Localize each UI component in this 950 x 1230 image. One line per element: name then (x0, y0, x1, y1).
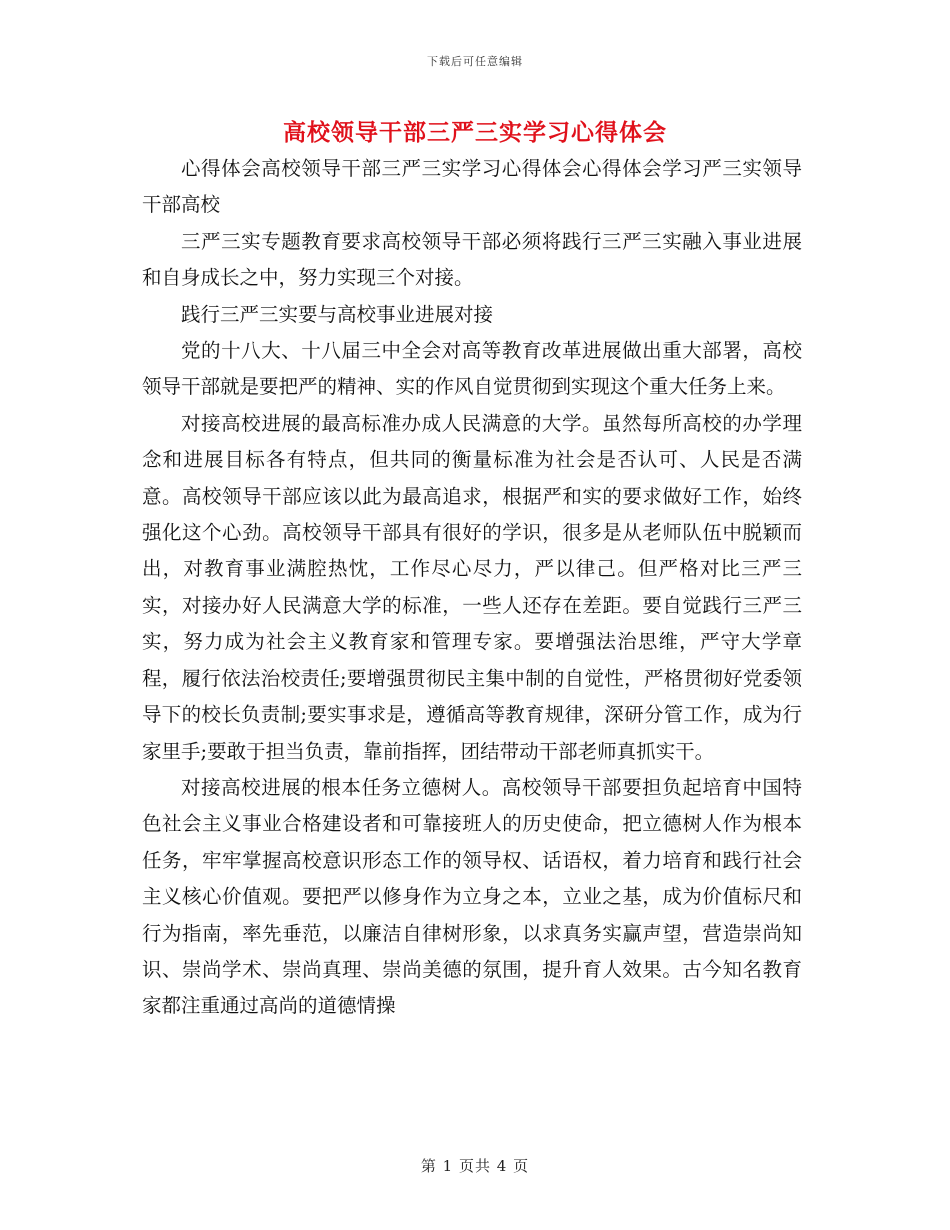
paragraph: 党的十八大、十八届三中全会对高等教育改革进展做出重大部署，高校领导干部就是要把严的精神、实的作风自觉贯彻到实现这个重大任务上来。 (142, 339, 802, 399)
paragraph: 对接高校进展的最高标准办成人民满意的大学。虽然每所高校的办学理念和进展目标各有特点，但共同的衡量标准为社会是否认可、人民是否满意。高校领导干部应该以此为最高追求，根据严和实的要求做好工作，始终强化这个心劲。高校领导干部具有很好的学识，很多是从老师队伍中脱颖而出，对教育事业满腔热忱，工作尽心尽力，严以律己。但严格对比三严三实，对接办好人民满意大学的标准，一些人还存在差距。要自觉践行三严三实，努力成为社会主义教育家和管理专家。要增强法治思维，严守大学章程，履行依法治校责任;要增强贯彻民主集中制的自觉性，严格贯彻好党委领导下的校长负责制;要实事求是，遵循高等教育规律，深研分管工作，成为行家里手;要敢于担当负责，靠前指挥，团结带动干部老师真抓实干。 (142, 411, 802, 763)
document-body (142, 151, 802, 1025)
paragraph: 对接高校进展的根本任务立德树人。高校领导干部要担负起培育中国特色社会主义事业合格建设者和可靠接班人的历史使命，把立德树人作为根本任务，牢牢掌握高校意识形态工作的领导权、话语权，着力培育和践行社会主义核心价值观。要把严以修身作为立身之本，立业之基，成为价值标尺和行为指南，率先垂范，以廉洁自律树形象，以求真务实赢声望，营造崇尚知识、崇尚学术、崇尚真理、崇尚美德的氛围，提升育人效果。古今知名教育家都注重通过高尚的道德情操 (142, 775, 802, 1018)
document-title: 高校领导干部三严三实学习心得体会 (283, 119, 667, 146)
page-number-footer: 第 1 页共 4 页 (420, 1157, 530, 1175)
page-header: 下载后可任意编辑 (427, 55, 523, 68)
section-heading: 践行三严三实要与高校事业进展对接 (181, 302, 494, 326)
paragraph: 心得体会高校领导干部三严三实学习心得体会心得体会学习严三实领导干部高校 (142, 157, 802, 217)
paragraph: 三严三实专题教育要求高校领导干部必须将践行三严三实融入事业进展和自身成长之中，努力实现三个对接。 (142, 229, 802, 290)
